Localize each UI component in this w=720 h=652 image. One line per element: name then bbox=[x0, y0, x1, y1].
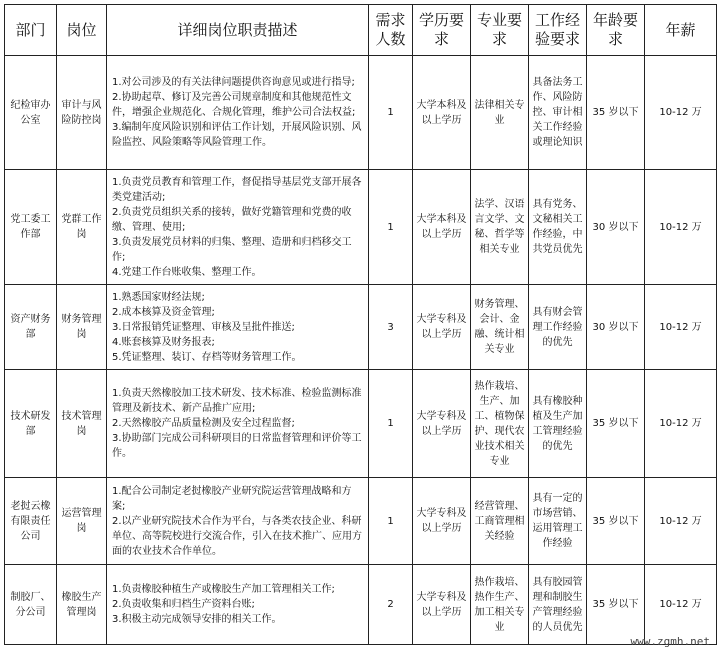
desc-cell bbox=[107, 285, 369, 370]
age-cell: 30 岁以下 bbox=[587, 170, 645, 285]
desc-line: 3.日常报销凭证整理、审核及呈批件推送; bbox=[112, 321, 295, 333]
dept-cell: 党工委工作部 bbox=[5, 170, 57, 285]
desc-cell bbox=[107, 370, 369, 478]
dept-cell: 技术研发部 bbox=[5, 370, 57, 478]
desc-line: 3.编制年度风险识别和评估工作计划，开展风险识别、风险监控、风险策略等风险管理工作。 bbox=[112, 122, 362, 148]
edu-cell: 大学本科及以上学历 bbox=[413, 170, 471, 285]
count-cell: 1 bbox=[369, 478, 413, 565]
count-cell: 1 bbox=[369, 370, 413, 478]
post-cell: 技术管理岗 bbox=[57, 370, 107, 478]
major-cell: 法律相关专业 bbox=[471, 56, 529, 170]
major-cell: 经营管理、工商管理相关经验 bbox=[471, 478, 529, 565]
exp-cell: 具有党务、文秘相关工作经验，中共党员优先 bbox=[529, 170, 587, 285]
header-exp: 工作经验要求 bbox=[529, 5, 587, 56]
dept-cell: 老挝云橡有限责任公司 bbox=[5, 478, 57, 565]
salary-cell: 10-12 万 bbox=[645, 370, 717, 478]
desc-line: 4.账套核算及财务报表; bbox=[112, 336, 215, 348]
salary-cell: 10-12 万 bbox=[645, 565, 717, 645]
desc-line: 1.对公司涉及的有关法律问题提供咨询意见或进行指导; bbox=[112, 77, 355, 88]
exp-cell: 具有财会管理工作经验的优先 bbox=[529, 285, 587, 370]
salary-cell: 10-12 万 bbox=[645, 170, 717, 285]
age-cell: 35 岁以下 bbox=[587, 56, 645, 170]
desc-line: 4.党建工作台账收集、整理工作。 bbox=[112, 266, 262, 278]
site-watermark: www.zgmh.net bbox=[630, 635, 710, 648]
desc-line: 3.积极主动完成领导安排的相关工作。 bbox=[112, 614, 282, 625]
major-cell: 热作栽培、生产、加工、植物保护、现代农业技术相关专业 bbox=[471, 370, 529, 478]
desc-cell bbox=[107, 565, 369, 645]
desc-line: 1.配合公司制定老挝橡胶产业研究院运营管理战略和方案; bbox=[112, 485, 352, 512]
post-cell: 党群工作岗 bbox=[57, 170, 107, 285]
count-cell: 1 bbox=[369, 56, 413, 170]
desc-line: 2.协助起草、修订及完善公司规章制度和其他规范性文件，增强企业规范化、合规化管理，维护公司合法权益; bbox=[112, 92, 356, 118]
desc-line: 3.负责发展党员材料的归集、整理、造册和归档移交工作; bbox=[112, 236, 352, 263]
post-cell: 财务管理岗 bbox=[57, 285, 107, 370]
desc-line: 1.负责党员教育和管理工作，督促指导基层党支部开展各类党建活动; bbox=[112, 176, 362, 203]
edu-cell: 大学专科及以上学历 bbox=[413, 370, 471, 478]
count-cell: 2 bbox=[369, 565, 413, 645]
desc-line: 5.凭证整理、装订、存档等财务管理工作。 bbox=[112, 351, 302, 363]
desc-line: 2.成本核算及资金管理; bbox=[112, 306, 215, 318]
post-cell: 审计与风险防控岗 bbox=[57, 56, 107, 170]
age-cell: 35 岁以下 bbox=[587, 370, 645, 478]
dept-cell: 资产财务部 bbox=[5, 285, 57, 370]
desc-line: 2.负责收集和归档生产资料台账; bbox=[112, 599, 255, 610]
desc-cell bbox=[107, 56, 369, 170]
desc-line: 2.天然橡胶产品质量检测及安全过程监督; bbox=[112, 418, 295, 429]
header-post: 岗位 bbox=[57, 5, 107, 56]
table-row bbox=[5, 478, 717, 565]
dept-cell: 纪检审办公室 bbox=[5, 56, 57, 170]
table-row bbox=[5, 170, 717, 285]
header-count: 需求人数 bbox=[369, 5, 413, 56]
post-cell: 运营管理岗 bbox=[57, 478, 107, 565]
header-edu: 学历要求 bbox=[413, 5, 471, 56]
count-cell: 1 bbox=[369, 170, 413, 285]
desc-line: 3.协助部门完成公司科研项目的日常监督管理和评价等工作。 bbox=[112, 433, 362, 459]
desc-line: 2.负责党员组织关系的接转，做好党籍管理和党费的收缴、管理、使用; bbox=[112, 206, 352, 233]
table-row bbox=[5, 370, 717, 478]
dept-cell: 制胶厂、分公司 bbox=[5, 565, 57, 645]
edu-cell: 大学专科及以上学历 bbox=[413, 285, 471, 370]
salary-cell: 10-12 万 bbox=[645, 478, 717, 565]
exp-cell: 具有一定的市场营销、运用管理工作经验 bbox=[529, 478, 587, 565]
table-row bbox=[5, 56, 717, 170]
desc-cell bbox=[107, 170, 369, 285]
desc-line: 1.熟悉国家财经法规; bbox=[112, 291, 205, 303]
salary-cell: 10-12 万 bbox=[645, 56, 717, 170]
major-cell: 热作栽培、热作生产、加工相关专业 bbox=[471, 565, 529, 645]
header-row bbox=[5, 5, 717, 56]
major-cell: 法学、汉语言文学、文秘、哲学等相关专业 bbox=[471, 170, 529, 285]
count-cell: 3 bbox=[369, 285, 413, 370]
recruitment-table bbox=[4, 4, 717, 645]
header-desc: 详细岗位职责描述 bbox=[107, 5, 369, 56]
header-salary: 年薪 bbox=[645, 5, 717, 56]
edu-cell: 大学专科及以上学历 bbox=[413, 478, 471, 565]
exp-cell: 具有胶园管理和制胶生产管理经验的人员优先 bbox=[529, 565, 587, 645]
table-row bbox=[5, 565, 717, 645]
desc-line: 1.负责天然橡胶加工技术研发、技术标准、检验监测标准管理及新技术、新产品推广应用; bbox=[112, 388, 362, 414]
age-cell: 30 岁以下 bbox=[587, 285, 645, 370]
header-age: 年龄要求 bbox=[587, 5, 645, 56]
exp-cell: 具备法务工作、风险防控、审计相关工作经验或理论知识 bbox=[529, 56, 587, 170]
major-cell: 财务管理、会计、金融、统计相关专业 bbox=[471, 285, 529, 370]
edu-cell: 大学专科及以上学历 bbox=[413, 565, 471, 645]
salary-cell: 10-12 万 bbox=[645, 285, 717, 370]
edu-cell: 大学本科及以上学历 bbox=[413, 56, 471, 170]
header-dept: 部门 bbox=[5, 5, 57, 56]
desc-line: 2.以产业研究院技术合作为平台，与各类农技企业、科研单位、高等院校进行交流合作，引入在技术推广、应用方面的农业技术合作单位。 bbox=[112, 515, 362, 557]
header-major: 专业要求 bbox=[471, 5, 529, 56]
desc-cell bbox=[107, 478, 369, 565]
post-cell: 橡胶生产管理岗 bbox=[57, 565, 107, 645]
age-cell: 35 岁以下 bbox=[587, 478, 645, 565]
desc-line: 1.负责橡胶种植生产或橡胶生产加工管理相关工作; bbox=[112, 584, 335, 595]
table-row bbox=[5, 285, 717, 370]
age-cell: 35 岁以下 bbox=[587, 565, 645, 645]
exp-cell: 具有橡胶种植及生产加工管理经验的优先 bbox=[529, 370, 587, 478]
